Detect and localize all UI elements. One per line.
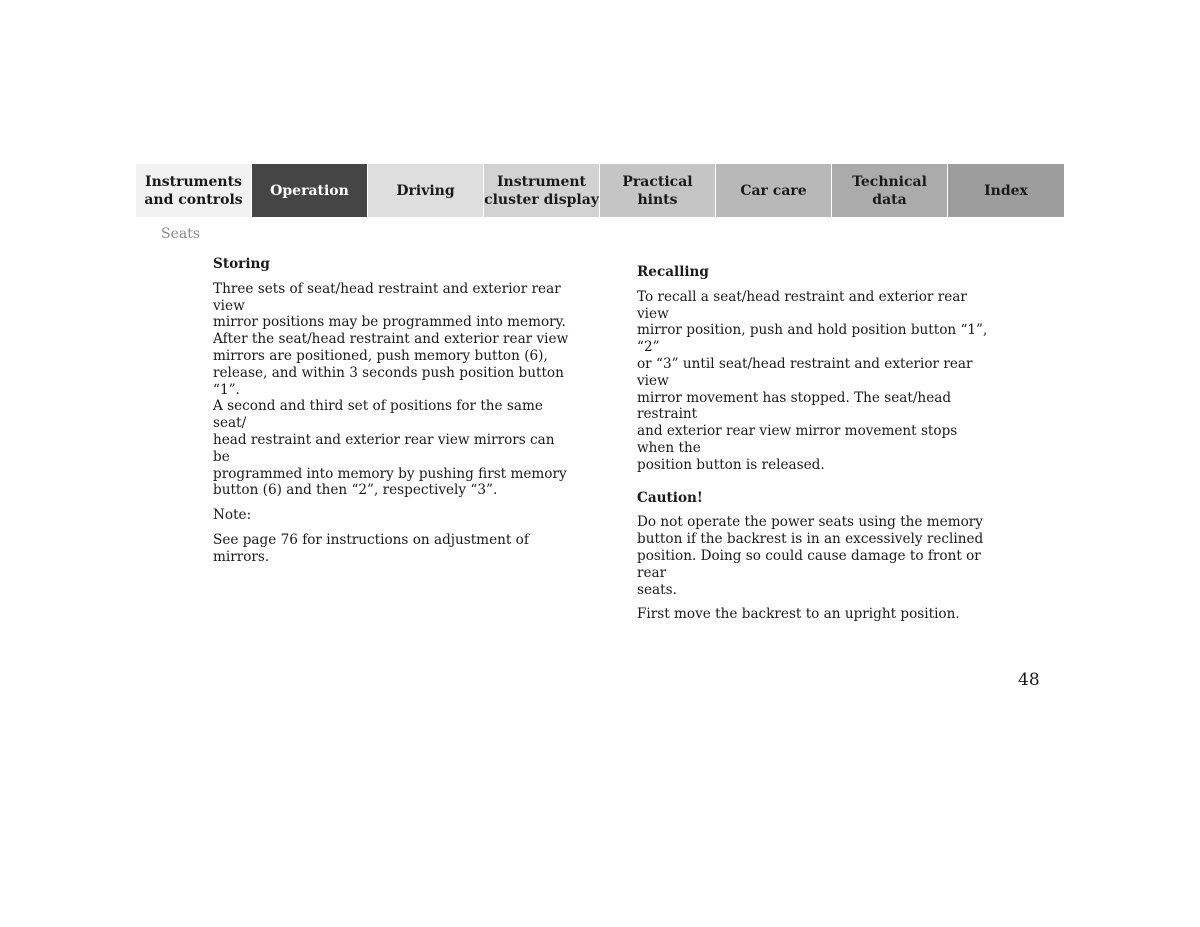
left-column xyxy=(213,256,573,574)
tab-instrument-cluster-display[interactable] xyxy=(484,164,600,217)
tab-driving[interactable] xyxy=(368,164,484,217)
tab-label: Car care xyxy=(740,182,807,199)
tab-label: Technical data xyxy=(852,173,927,208)
caution-heading: Caution! xyxy=(637,489,703,506)
tab-label: Operation xyxy=(270,182,349,199)
chapter-tabs xyxy=(136,164,1064,217)
tab-label: Driving xyxy=(396,182,455,199)
caution-paragraph: Do not operate the power seats using the memory button if the backrest is in an excessively reclined position. Doing so could cause damage to front or rear seats. xyxy=(637,514,984,598)
note-label: Note: xyxy=(213,507,252,524)
tab-practical-hints[interactable] xyxy=(600,164,716,217)
tab-label: Practical hints xyxy=(622,173,693,208)
recalling-paragraph: To recall a seat/head restraint and exterior rear view mirror position, push and hold position button “1”, “2” or “3” until seat/head restraint and exterior rear view mirror movement has stopped. The seat/head restraint and exterior rear view mirror movement stops when the position button is released. xyxy=(637,288,988,473)
right-column xyxy=(637,264,997,631)
page-number: 48 xyxy=(1018,670,1040,690)
tab-instruments-and-controls[interactable] xyxy=(136,164,252,217)
tab-label: Instruments and controls xyxy=(144,173,243,208)
recalling-heading: Recalling xyxy=(637,264,709,280)
tab-index[interactable] xyxy=(948,164,1064,217)
tab-label: Instrument cluster display xyxy=(484,173,599,208)
tab-car-care[interactable] xyxy=(716,164,832,217)
caution-followup: First move the backrest to an upright position. xyxy=(637,606,960,623)
section-title: Seats xyxy=(161,226,201,242)
tab-technical-data[interactable] xyxy=(832,164,948,217)
tab-label: Index xyxy=(984,182,1028,199)
storing-paragraph: Three sets of seat/head restraint and exterior rear view mirror positions may be programmed into memory. After the seat/head restraint and exterior rear view mirrors are positioned, push memory button (6), release, and within 3 seconds push position button “1”. A second and third set of positions for the same seat/ head restraint and exterior rear view mirrors can be programmed into memory by pushing first memory button (6) and then “2”, respectively “3”. xyxy=(213,280,569,499)
storing-heading: Storing xyxy=(213,256,270,272)
note-paragraph: See page 76 for instructions on adjustment of mirrors. xyxy=(213,531,529,565)
tab-operation[interactable] xyxy=(252,164,368,217)
